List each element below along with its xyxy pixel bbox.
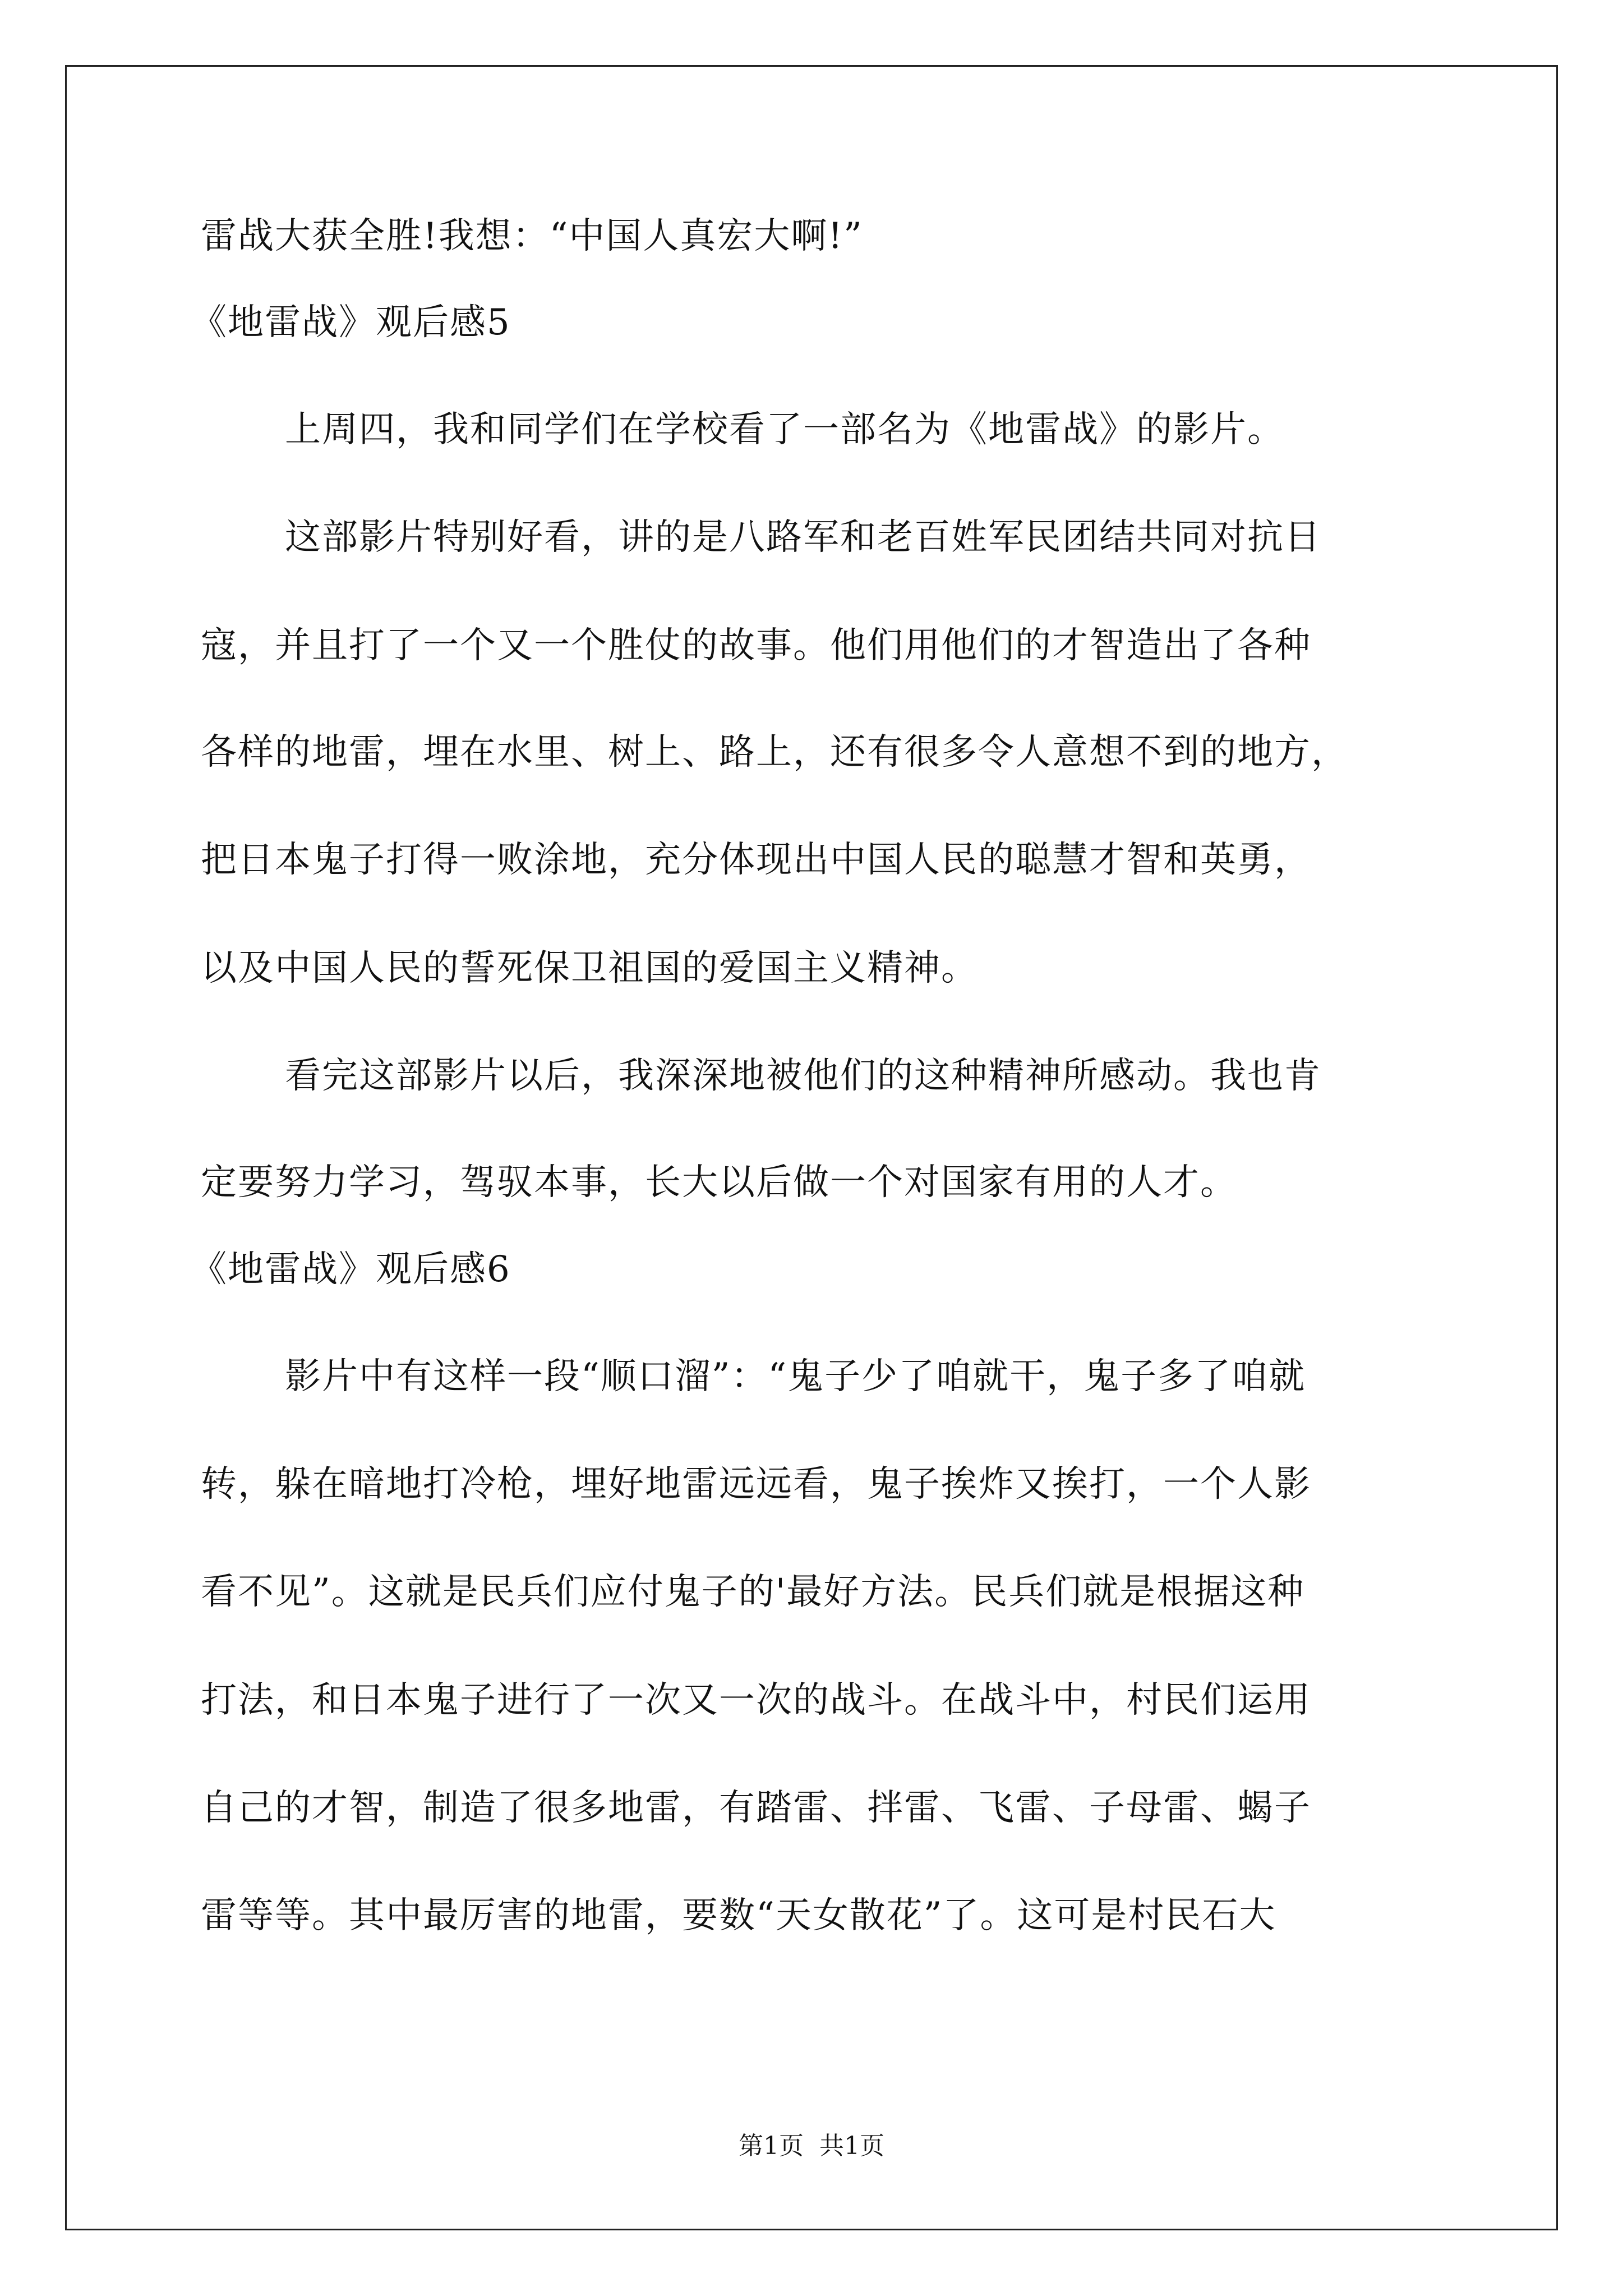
text-line: 看完这部影片以后，我深深地被他们的这种精神所感动。我也肯 <box>285 1055 1321 1097</box>
page-total: 共1页 <box>819 2132 884 2160</box>
text-line: 定要努力学习，驾驭本事，长大以后做一个对国家有用的人才。 <box>201 1162 1237 1203</box>
text-line: 自己的才智，制造了很多地雷，有踏雷、拌雷、飞雷、子母雷、蝎子 <box>201 1787 1311 1829</box>
text-line: 转，躲在暗地打冷枪，埋好地雷远远看，鬼子挨炸又挨打，一个人影 <box>201 1464 1311 1505</box>
section-heading: 《地雷战》观后感6 <box>191 1249 511 1290</box>
text-line: 打法，和日本鬼子进行了一次又一次的战斗。在战斗中，村民们运用 <box>201 1680 1311 1721</box>
page-number: 第1页 <box>739 2132 804 2160</box>
text-line: 雷战大获全胜!我想：“中国人真宏大啊!” <box>201 215 863 257</box>
text-line: 寇，并且打了一个又一个胜仗的故事。他们用他们的才智造出了各种 <box>201 625 1311 666</box>
text-line: 影片中有这样一段“顺口溜”：“鬼子少了咱就干，鬼子多了咱就 <box>285 1356 1306 1397</box>
text-line: 雷等等。其中最厉害的地雷，要数“天女散花”了。这可是村民石大 <box>201 1895 1276 1936</box>
page-footer <box>0 2131 1623 2162</box>
text-line: 上周四，我和同学们在学校看了一部名为《地雷战》的影片。 <box>285 409 1284 450</box>
text-line: 这部影片特别好看，讲的是八路军和老百姓军民团结共同对抗日 <box>285 517 1321 558</box>
text-line: 以及中国人民的誓死保卫祖国的爱国主义精神。 <box>201 947 978 989</box>
text-line: 看不见”。这就是民兵们应付鬼子的'最好方法。民兵们就是根据这种 <box>201 1571 1305 1613</box>
section-heading: 《地雷战》观后感5 <box>191 302 511 343</box>
text-line: 各样的地雷，埋在水里、树上、路上，还有很多令人意想不到的地方， <box>201 731 1348 773</box>
text-line: 把日本鬼子打得一败涂地，充分体现出中国人民的聪慧才智和英勇， <box>201 839 1311 881</box>
